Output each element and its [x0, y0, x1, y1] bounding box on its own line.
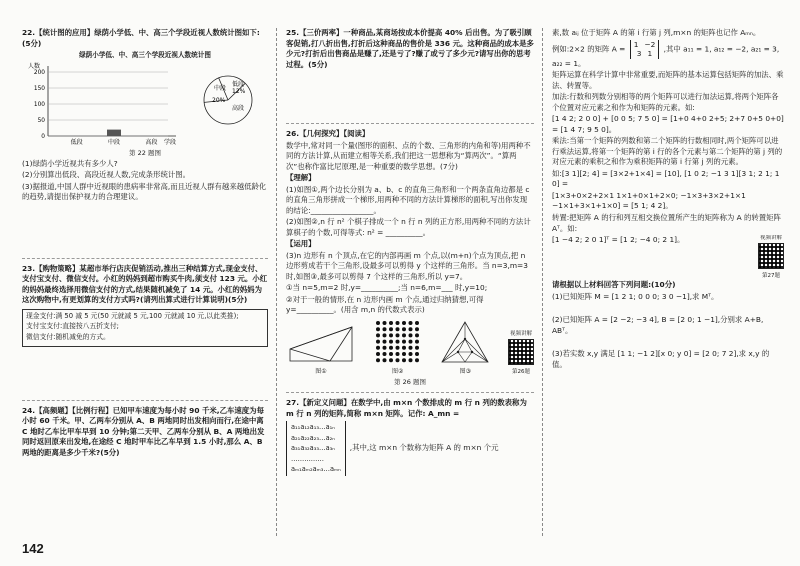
q23-header: 23.【购物策略】某超市举行店庆促销活动,推出三种结算方式,现金支付、支付宝支付、微信支付。小红的妈妈到超市购买牛肉,须支付 123 元。小红的妈妈最终选择用微信支付的方式,结果随机减免了 14 元。小红的妈妈为这次购物中,有更划算的支付方式吗?(请列出算式进行计算说明)(5分) — [22, 263, 268, 305]
matrix-row — [634, 49, 656, 59]
matrix-cell: … — [304, 454, 311, 463]
matrix-cell: a₁₃ — [309, 423, 319, 432]
c3-mult-example-1: 如:[3 1][2; 4] = [3×2+1×4] = [10], [1 0 2; −1 3 1][3 1; 2 1; 1 0] = — [552, 168, 780, 189]
matrix-row — [291, 422, 341, 433]
answer-space — [22, 207, 268, 253]
q22-figure — [22, 62, 268, 148]
column-divider — [276, 28, 277, 536]
chess-piece — [415, 339, 419, 343]
chess-piece — [382, 321, 386, 325]
pie-label: 高段 — [232, 105, 245, 113]
chess-piece — [415, 346, 419, 350]
matrix-cell: … — [310, 454, 318, 463]
matrix-cell: a₁₂ — [300, 423, 310, 432]
q25-header: 25.【三价两率】一种商品,某商场按成本价提高 40% 后出售。为了吸引顾客促销,打八折出售,打折后这种商品的售价是 336 元。这种商品的成本是多少元?打折后出售商品是赚了,还是亏了?赚了或亏了多少元?请写出你的思考过程。(5分) — [286, 28, 534, 69]
c3-q1: (1)已知矩阵 M = [1 2 1; 0 0 0; 3 0 −1],求 Mᵀ。 — [552, 291, 719, 301]
c3-p1: 素,数 aᵢⱼ 位于矩阵 A 的第 i 行第 j 列,m×n 的矩阵也记作 Aₘₙ。 — [552, 28, 761, 37]
q26-figure-2 — [373, 319, 423, 377]
q26-part-3: (3)n 边形有 n 个顶点,在它的内部再画 m 个点,以(m+n)个点为顶点,把 n 边形剪成若干个三角形,设最多可以剪得 y 个这样的三角形。当 n=3,m=3 时,如图③,最多可以剪得 7 个这样的三角形,所以 y=7。 — [286, 250, 528, 281]
x-tick-label: 低段 — [70, 139, 83, 147]
bar — [107, 130, 121, 136]
matrix-cell: … — [291, 454, 298, 463]
x-tick-label: 中段 — [107, 139, 121, 147]
q26-part-3b: ②对于一般的情形,在 n 边形内画 m 个点,通过归纳猜想,可得 y=__________。(用含 m,n 的代数式表示) — [286, 294, 484, 315]
matrix-cell: a₁₁ — [291, 423, 301, 432]
matrix-cell: … — [318, 433, 326, 442]
q26-figure-1 — [286, 319, 356, 377]
column-divider — [542, 28, 543, 536]
chess-piece — [376, 327, 380, 331]
chess-piece — [376, 321, 380, 325]
chess-piece — [376, 333, 380, 337]
c3-p3: 矩阵运算在科学计算中非常重要,而矩阵的基本运算包括矩阵的加法、乘法、转置等。 — [552, 70, 784, 90]
divider-line — [286, 123, 534, 124]
q22-item-3: (3)据报道,中国人群中近视眼的患病率非常高,而且近视人群有越来越低龄化的趋势,请提出保护视力的合理建议。 — [22, 181, 267, 202]
chess-piece — [389, 333, 393, 337]
right-column — [552, 28, 784, 372]
q26-understand-tag: 【理解】 — [286, 173, 316, 183]
c3-instructions: 请根据以上材料回答下列问题:(10分) — [552, 280, 676, 290]
divider-line — [22, 258, 268, 259]
chess-piece — [408, 327, 412, 331]
matrix-cell: a₃₃ — [309, 444, 319, 453]
question-25 — [286, 28, 534, 70]
c3-mult-example-2: [1×3+0×2+2×1 1×1+0×1+2×0; −1×3+3×2+1×1 −1×1+3×1+1×0] = [5 1; 4 2]。 — [552, 190, 746, 211]
chess-piece — [382, 339, 386, 343]
chess-piece — [382, 358, 386, 362]
matrix-row — [291, 433, 341, 444]
chess-piece — [408, 333, 412, 337]
chess-piece — [408, 352, 412, 356]
chess-piece — [415, 358, 419, 362]
chess-piece — [389, 352, 393, 356]
q26-header: 26.【几何探究】【阅读】 — [286, 129, 370, 139]
c3-example — [552, 40, 784, 70]
divider-line — [22, 400, 268, 401]
chess-piece — [395, 346, 399, 350]
chess-piece — [408, 339, 412, 343]
matrix-cell: 1 — [633, 39, 639, 49]
q27-qr[interactable] — [758, 235, 784, 280]
chess-piece — [395, 339, 399, 343]
answer-space — [552, 337, 784, 349]
matrix-row — [291, 443, 341, 454]
question-27 — [286, 398, 534, 476]
q26-part-2: (2)如图②,n 行 n² 个棋子排成一个 n 行 n 列的正方形,用两种不同的方法计算棋子的个数,可得等式: n² = __________。 — [286, 217, 531, 237]
matrix-row — [291, 464, 341, 475]
matrix-cell: 1 — [647, 49, 653, 59]
matrix-cell: a₂ₙ — [325, 433, 335, 442]
chess-piece — [389, 339, 393, 343]
c3-addition: 加法:行数和列数分别相等的两个矩阵可以进行加法运算,将两个矩阵各个位置对应元素之和作为和矩阵的元素。如: — [552, 92, 779, 112]
q22-caption: 第 22 题图 — [129, 149, 161, 158]
pie-label: 中段 — [214, 85, 227, 93]
matrix-cell: … — [297, 454, 305, 463]
q26-qr-label: 视频讲解 — [509, 331, 532, 338]
matrix-cell: a₃ₙ — [325, 444, 335, 453]
q26-fig2-label: 图② — [391, 368, 404, 376]
pie-label: 12% — [232, 88, 246, 96]
answer-space — [552, 303, 784, 315]
c3-transpose-row — [552, 235, 784, 280]
c3-q3: (3)若实数 x,y 满足 [1 1; −1 2][x 0; y 0] = [2 0; 7 2],求 x,y 的值。 — [552, 349, 770, 369]
q26-caption: 第 26 题图 — [394, 377, 426, 386]
chess-piece — [402, 358, 406, 362]
q23-box-line-3: 微信支付:随机减免的方式。 — [26, 333, 110, 342]
q26-figure-3 — [439, 319, 491, 377]
chess-piece — [382, 346, 386, 350]
chess-piece — [408, 346, 412, 350]
q22-chart-title: 绿荫小学低、中、高三个学段近视人数统计图 — [79, 51, 211, 60]
chess-piece — [389, 327, 393, 331]
c3-example-a: 例如:2×2 的矩阵 A = — [552, 44, 626, 54]
chess-piece — [376, 346, 380, 350]
q27-matrix-block — [286, 421, 534, 476]
matrix-cell: a₁ₙ — [325, 423, 335, 432]
q22-item-1: (1)绿荫小学近视共有多少人? — [22, 158, 118, 168]
q26-part-3a: ①当 n=5,m=2 时,y=__________;当 n=6,m=___ 时,y=10; — [286, 283, 488, 293]
chess-piece — [415, 321, 419, 325]
matrix-cell: aₘₙ — [329, 465, 341, 474]
y-tick-label: 200 — [33, 70, 45, 77]
y-tick-label: 0 — [41, 134, 45, 141]
chess-piece — [395, 358, 399, 362]
q24-header: 24.【高频题】【比例行程】已知甲车速度为每小时 90 千米,乙车速度为每小时 60 千米。甲、乙两车分别从 A、B 两地同时出发相向而行,在途中离 C 地时乙车比甲车早到 10 分钟;第二天甲、乙两车分别从 B、A 两地出发同时返回原来出发地,在途经 C 地时甲车比乙车早到 1.5 小时,那么 A、B 两地的距离是多少千米?(5分) — [22, 405, 265, 457]
qr-code-icon[interactable] — [508, 339, 534, 365]
x-tick-label: 高段 — [145, 139, 158, 147]
q26-intro: 数学中,常对同一个量(图形的面积、点的个数、三角形的内角和等)用两种不同的方法计算,从而建立相等关系,我们把这一思想称为“算两次”。“算两次”也称作富比尼原理,是一种重要的数学思想。(7分) — [286, 140, 531, 171]
dot-grid-diagram — [373, 319, 423, 365]
matrix-cell: … — [323, 465, 330, 474]
chess-piece — [376, 339, 380, 343]
chess-piece — [395, 333, 399, 337]
matrix-cell: −2 — [644, 39, 656, 49]
c3-q2: (2)已知矩阵 A = [2 −2; −3 4], B = [2 0; 1 −1],分别求 A+B, ABᵀ。 — [552, 315, 764, 335]
c3-multiplication: 乘法:当第一个矩阵的列数和第二个矩阵的行数相同时,两个矩阵可以进行乘法运算,将第一个矩阵的第 i 行的各个元素与第二个矩阵的第 j 列的对应元素的乘积之和作为乘积矩阵的第 i 行第 j 列的元素。 — [552, 136, 783, 167]
q26-fig3-label: 图③ — [459, 368, 471, 376]
chess-piece — [402, 339, 406, 343]
q27-qr-label: 视频讲解 — [759, 235, 782, 242]
left-column — [22, 28, 268, 462]
qr-code-icon[interactable] — [758, 243, 784, 269]
q23-box-line-2: 支付宝支付:直接按八五折支付; — [26, 322, 119, 331]
chess-piece — [376, 358, 380, 362]
triangle-division-diagram — [439, 319, 491, 365]
y-axis-label: 人数 — [28, 63, 41, 71]
q23-box-line-1: 现金支付:满 50 减 5 元(50 元就减 5 元,100 元就减 10 元,以此类推); — [26, 311, 239, 320]
chess-piece — [382, 333, 386, 337]
answer-space — [286, 74, 534, 118]
chess-piece — [408, 321, 412, 325]
matrix-cell: … — [318, 444, 326, 453]
question-24 — [22, 406, 268, 459]
q26-qr-sub: 第26题 — [511, 369, 530, 376]
pie-label: 20% — [212, 97, 226, 105]
chess-piece — [382, 352, 386, 356]
divider-line — [286, 392, 534, 393]
chess-piece — [402, 352, 406, 356]
chess-piece — [389, 358, 393, 362]
chess-piece — [382, 327, 386, 331]
chess-piece — [415, 333, 419, 337]
page-number: 142 — [22, 540, 44, 556]
c3-transpose: 转置:把矩阵 A 的行和列互相交换位置所产生的矩阵称为 A 的转置矩阵 Aᵀ。如: — [552, 212, 781, 233]
q26-figures — [286, 319, 534, 377]
answer-space — [22, 351, 268, 395]
matrix-row — [634, 40, 656, 50]
q22-item-2: (2)分别算出低段、高段近视人数,完成条形统计图。 — [22, 170, 191, 180]
c3-example-b: ,其中 a₁₁ = 1, a₁₂ = −2, a₂₁ = 3, a₂₂ = 1。 — [552, 44, 780, 68]
q26-qr[interactable] — [508, 331, 534, 376]
chess-piece — [395, 352, 399, 356]
matrix-cell: aₘ₃ — [312, 465, 324, 474]
q22-bar-chart — [22, 62, 268, 148]
chess-piece — [415, 327, 419, 331]
y-tick-label: 100 — [33, 102, 45, 109]
q27-matrix-tail: ,其中,这 m×n 个数称为矩阵 A 的 m×n 个元 — [349, 443, 499, 453]
matrix-cell: a₃₁ — [291, 444, 301, 453]
q22-header: 22.【统计图的应用】绿荫小学低、中、高三个学段近视人数统计图如下:(5分) — [22, 28, 260, 48]
matrix-cell: a₂₁ — [291, 433, 301, 442]
matrix-cell: … — [318, 423, 326, 432]
middle-column — [286, 28, 534, 480]
q27-header: 27.【新定义问题】在数学中,由 m×n 个数排成的 m 行 n 列的数表称为 m 行 n 列的矩阵,简称 m×n 矩阵。记作: A_mn = — [286, 398, 527, 418]
q23-payment-box — [22, 309, 268, 347]
matrix-cell: … — [317, 454, 324, 463]
c3-transpose-example: [1 −4 2; 2 0 1]ᵀ = [1 2; −4 0; 2 1]。 — [552, 235, 685, 245]
chess-piece — [389, 346, 393, 350]
example-matrix — [630, 40, 660, 59]
y-tick-label: 50 — [37, 118, 45, 125]
chess-piece — [389, 321, 393, 325]
q26-fig1-label: 图① — [315, 368, 327, 376]
chess-piece — [402, 327, 406, 331]
chess-piece — [376, 352, 380, 356]
trapezoid-diagram — [286, 319, 356, 365]
chess-piece — [395, 321, 399, 325]
chess-piece — [402, 346, 406, 350]
general-matrix — [286, 421, 346, 476]
matrix-cell: aₘ₁ — [291, 465, 302, 474]
chess-piece — [402, 333, 406, 337]
chess-piece — [415, 352, 419, 356]
matrix-cell: a₃₂ — [300, 444, 310, 453]
c3-addition-example: [1 4 2; 2 0 0] + [0 0 5; 7 5 0] = [1+0 4+0 2+5; 2+7 0+5 0+0] = [1 4 7; 9 5 0]。 — [552, 114, 784, 134]
chess-piece — [402, 321, 406, 325]
question-23 — [22, 264, 268, 347]
matrix-cell: a₂₃ — [309, 433, 319, 442]
chess-piece — [395, 327, 399, 331]
chess-piece — [408, 358, 412, 362]
matrix-row — [291, 454, 341, 465]
x-axis-label: 学段 — [163, 139, 176, 147]
pie-label: 低段 — [232, 81, 245, 89]
y-tick-label: 150 — [33, 86, 45, 93]
q26-part-1: (1)如图①,两个边长分别为 a、b、c 的直角三角形和一个两条直角边都是 c 的直角三角形拼成一个梯形,用两种不同的方法计算梯形的面积,写出你发现的结论:_________________。 — [286, 184, 530, 215]
matrix-cell: aₘ₂ — [301, 465, 313, 474]
question-26 — [286, 129, 534, 387]
question-22 — [22, 28, 268, 203]
matrix-cell: a₂₂ — [300, 433, 310, 442]
matrix-cell: 3 — [636, 49, 642, 59]
q26-apply-tag: 【运用】 — [286, 239, 316, 249]
q27-qr-sub: 第27题 — [762, 272, 780, 279]
